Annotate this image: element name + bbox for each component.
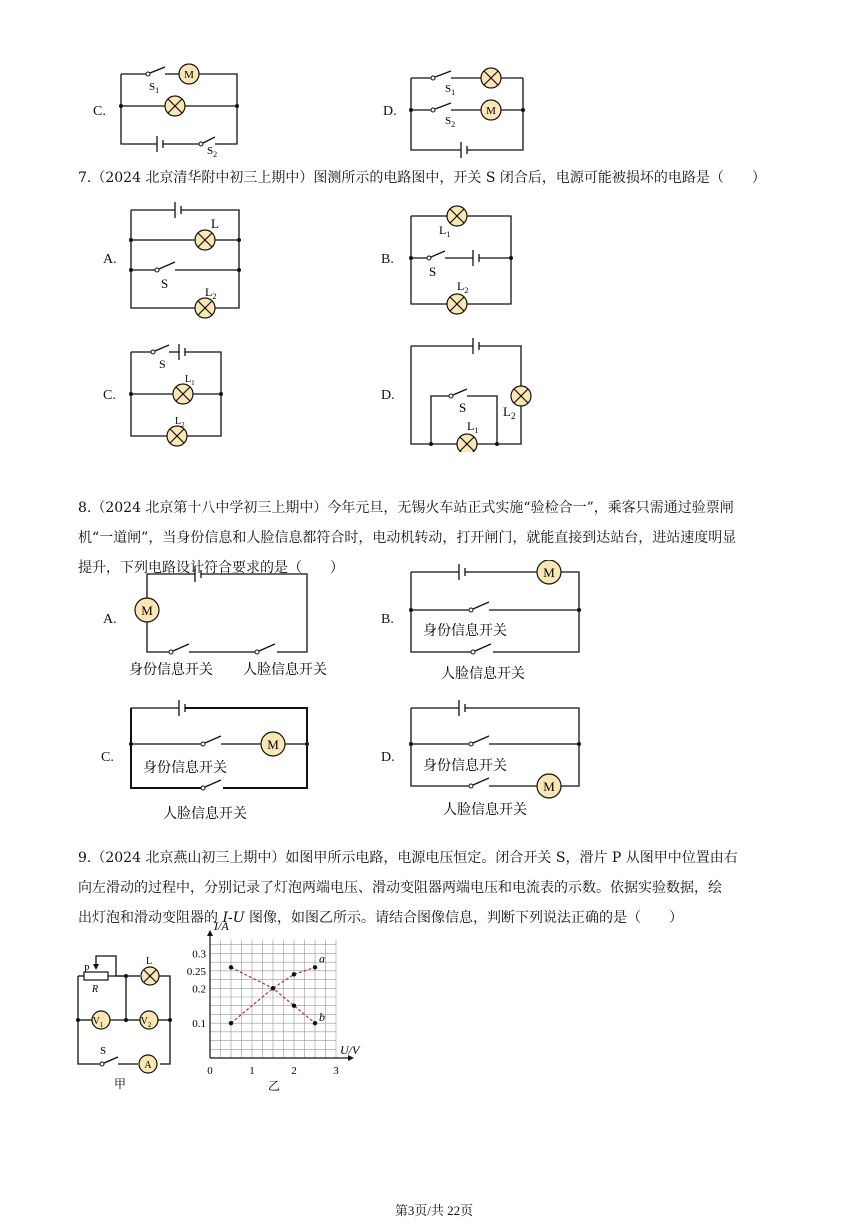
- data-point-a: [229, 1021, 233, 1025]
- q8-option-c-label: C.: [101, 750, 114, 765]
- q6-option-d-label: D.: [383, 104, 397, 119]
- svg-text:人脸信息开关: 人脸信息开关: [443, 803, 527, 818]
- svg-text:M: M: [267, 737, 279, 752]
- series-label-a: a: [319, 951, 325, 966]
- svg-text:S: S: [161, 276, 169, 291]
- q7-option-b-label: B.: [381, 252, 394, 267]
- svg-text:S1: $S_1$: [149, 81, 160, 95]
- data-point-b: [271, 986, 275, 990]
- svg-text:S: S: [459, 400, 467, 415]
- page-footer: 第3页/共 22页: [394, 1203, 474, 1218]
- y-axis-arrow: [207, 930, 213, 936]
- q8-option-d-label: D.: [381, 750, 395, 765]
- q7-circuit-a: [123, 196, 253, 326]
- q8-line-1: 8.（2024 北京第十八中学初三上期中）今年元旦，无锡火车站正式实施“验检合一”，乘客只需通过验票闸: [78, 500, 734, 516]
- q6-circuit-d: [405, 62, 535, 158]
- svg-text:V2: $V_2$: [140, 1016, 152, 1029]
- q9-line-3: 出灯泡和滑动变阻器的 I-U 图像，如图乙所示。请结合图像信息，判断下列说法正确的是（ ）: [78, 910, 683, 926]
- q7-circuit-b: [403, 200, 523, 318]
- q7-option-c-label: C.: [103, 388, 116, 403]
- svg-text:S: S: [100, 1045, 107, 1057]
- y-tick-label: 0.2: [192, 983, 206, 996]
- svg-text:V1: $V_1$: [92, 1016, 104, 1029]
- y-tick-label: 0.1: [192, 1018, 206, 1031]
- data-point-b: [229, 965, 233, 969]
- svg-text:S: S: [159, 357, 166, 371]
- svg-text:R: R: [92, 984, 99, 995]
- svg-text:M: M: [184, 69, 194, 81]
- svg-text:A: A: [144, 1060, 152, 1071]
- q9-line-2: 向左滑动的过程中，分别记录了灯泡两端电压、滑动变阻器两端电压和电流表的示数。依据实验数据，绘: [78, 880, 722, 896]
- q8-circuit-c: [123, 696, 318, 824]
- svg-text:L2: $L_2$: [205, 285, 217, 301]
- svg-text:S2: $S_2$: [445, 115, 456, 129]
- svg-text:人脸信息开关: 人脸信息开关: [163, 807, 247, 822]
- q7-circuit-c: [123, 340, 233, 448]
- q7-question-text: 7.（2024 北京清华附中初三上期中）图测所示的电路图中，开关 S 闭合后，电源可能被损坏的电路是（ ）: [78, 170, 766, 186]
- q9-iu-chart: [184, 918, 374, 1094]
- x-tick-label: 2: [291, 1065, 297, 1077]
- q9-circuit-jia: [74, 950, 184, 1090]
- svg-text:M: M: [543, 565, 555, 580]
- svg-text:身份信息开关: 身份信息开关: [143, 761, 227, 776]
- svg-text:L2: $L_2$: [503, 404, 516, 421]
- svg-text:身份信息开关: 身份信息开关: [129, 663, 213, 678]
- y-tick-label: 0.3: [192, 948, 206, 961]
- q8-circuit-d: [403, 696, 593, 824]
- q6-option-c-label: C.: [93, 104, 106, 119]
- y-tick-label: 0.25: [186, 965, 206, 978]
- svg-text:甲: 甲: [114, 1077, 127, 1090]
- x-tick-label: 1: [249, 1065, 255, 1077]
- svg-text:L2: $L_2$: [175, 416, 185, 429]
- q7-option-d-label: D.: [381, 388, 395, 403]
- svg-text:身份信息开关: 身份信息开关: [423, 759, 507, 774]
- q8-line-2: 机“一道闸”，当身份信息和人脸信息都符合时，电动机转动，打开闸门，就能直接到达站台，进站速度明显: [78, 530, 737, 546]
- x-tick-label: 3: [333, 1065, 339, 1077]
- x-tick-label: 0: [207, 1065, 213, 1077]
- svg-text:L1: $L_1$: [185, 374, 195, 387]
- q8-line-3: 提升，下列电路设计符合要求的是（ ）: [78, 560, 344, 576]
- figure-yi-caption: 乙: [268, 1079, 281, 1093]
- q8-option-b-label: B.: [381, 612, 394, 627]
- chart-grid: [210, 939, 336, 1058]
- q6-circuit-c: [115, 62, 245, 158]
- q8-circuit-a: [125, 562, 355, 682]
- svg-text:P: P: [84, 964, 90, 975]
- q7-circuit-d: [403, 334, 543, 452]
- svg-text:L2: $L_2$: [457, 279, 469, 295]
- svg-text:L: L: [146, 956, 153, 967]
- svg-text:M: M: [486, 105, 496, 117]
- svg-text:M: M: [543, 779, 555, 794]
- svg-text:S1: $S_1$: [445, 83, 456, 97]
- svg-text:S: S: [429, 264, 437, 279]
- iu-symbol: I-U: [222, 910, 245, 926]
- x-axis-label: U/V: [340, 1043, 360, 1057]
- data-point-b: [292, 1004, 296, 1008]
- svg-text:L: L: [211, 216, 219, 231]
- svg-text:身份信息开关: 身份信息开关: [423, 624, 507, 639]
- svg-text:人脸信息开关: 人脸信息开关: [243, 663, 327, 678]
- svg-text:S2: $S_2$: [207, 145, 218, 158]
- q8-option-a-label: A.: [103, 612, 117, 627]
- lamp-icon: [457, 434, 477, 452]
- q9-line-1: 9.（2024 北京燕山初三上期中）如图甲所示电路，电源电压恒定。闭合开关 S，滑片 P 从图甲中位置由右: [78, 850, 738, 866]
- q7-option-a-label: A.: [103, 252, 117, 267]
- chart-axes: [187, 930, 354, 1077]
- data-point-b: [313, 1021, 317, 1025]
- svg-text:L1: $L_1$: [439, 223, 451, 239]
- series-label-b: b: [319, 1010, 325, 1025]
- q8-circuit-b: [403, 560, 588, 684]
- svg-text:人脸信息开关: 人脸信息开关: [441, 667, 525, 682]
- data-point-a: [313, 965, 317, 969]
- svg-text:L1: $L_1$: [467, 419, 479, 435]
- data-point-a: [292, 972, 296, 976]
- svg-text:M: M: [141, 603, 153, 618]
- y-axis-label: I/A: [214, 919, 229, 933]
